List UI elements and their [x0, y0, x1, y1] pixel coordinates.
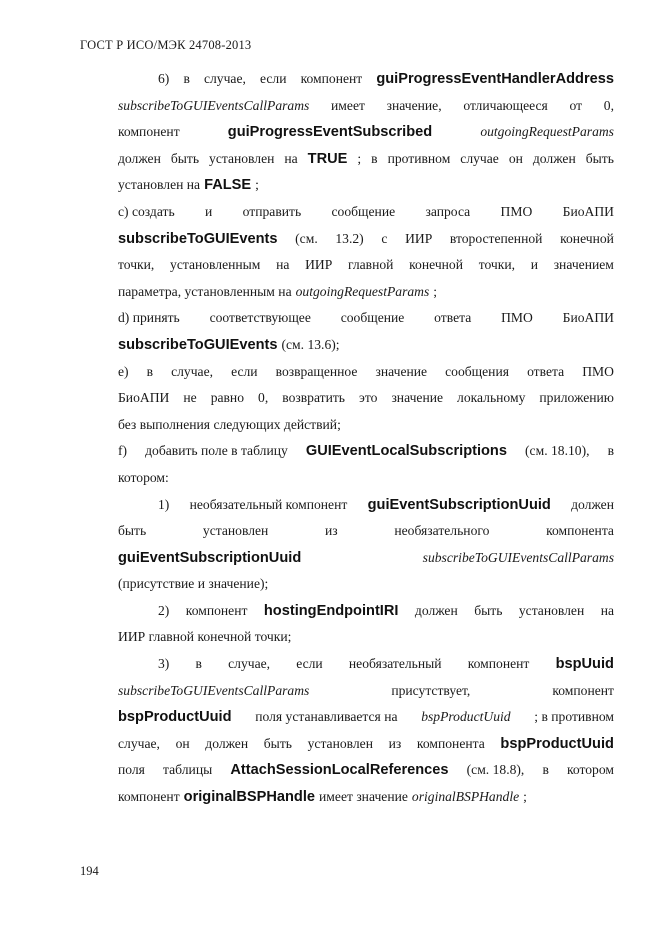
text-segment: на [284, 150, 298, 166]
code-identifier: subscribeToGUIEvents [118, 336, 278, 353]
text-segment: имеет значение [319, 789, 408, 805]
text-segment: значение, [386, 97, 442, 113]
text-segment: должен [414, 602, 458, 618]
text-segment: из [388, 735, 402, 751]
text-segment: (см. 18.8), [466, 762, 525, 778]
text-segment: второстепенной [449, 230, 543, 246]
text-line [118, 784, 614, 811]
text-segment: установлен [518, 602, 585, 618]
page-number: 194 [80, 864, 99, 878]
text-line [118, 385, 614, 412]
text-segment: отличающееся [463, 97, 548, 113]
text-line [118, 571, 614, 598]
text-line [118, 704, 614, 731]
text-segment: установлен [307, 735, 373, 751]
text-segment: значение [375, 363, 428, 379]
text-segment: БиоАПИ [118, 390, 170, 406]
text-line [118, 226, 614, 253]
text-segment: приложению [539, 390, 614, 406]
text-segment: ПМО [500, 203, 533, 219]
text-segment: 6) [158, 71, 170, 86]
text-segment: конечной [560, 230, 614, 246]
text-segment: быть [263, 735, 292, 751]
text-segment: из [324, 523, 338, 539]
text-segment: он [175, 735, 190, 751]
text-line [118, 731, 614, 758]
text-line [118, 757, 614, 784]
code-identifier: hostingEndpointIRI [263, 602, 399, 619]
text-segment: быть [585, 150, 614, 166]
text-line [118, 545, 614, 572]
text-segment: f) [118, 443, 128, 459]
text-segment: компонент [118, 789, 180, 805]
document-header: ГОСТ Р ИСО/МЭК 24708-2013 [80, 38, 252, 52]
text-segment: ; [433, 283, 438, 299]
text-segment: отправить [242, 203, 302, 219]
text-segment: и [205, 203, 213, 219]
text-segment: ; [357, 150, 362, 166]
text-segment: не [183, 390, 197, 406]
text-line [118, 651, 614, 678]
text-line [118, 305, 614, 332]
text-line [118, 492, 614, 519]
text-segment: необязательный [348, 656, 442, 672]
italic-parameter: subscribeToGUIEventsCallParams [118, 97, 310, 113]
code-identifier: subscribeToGUIEvents [118, 230, 278, 247]
text-segment: должен [571, 496, 614, 512]
code-identifier: FALSE [204, 177, 252, 194]
text-segment: случае [460, 150, 499, 166]
code-identifier: GUIEventLocalSubscriptions [305, 443, 507, 460]
code-identifier: AttachSessionLocalReferences [230, 762, 449, 779]
text-line [118, 66, 614, 93]
code-identifier: TRUE [307, 150, 348, 167]
text-line [118, 199, 614, 226]
text-segment: должен [205, 735, 249, 751]
text-segment: и [530, 257, 538, 273]
text-segment: значением [553, 257, 614, 273]
text-segment: добавить поле в таблицу [145, 443, 288, 459]
text-segment: он [508, 150, 523, 166]
text-line [118, 412, 614, 439]
code-identifier: bspProductUuid [500, 735, 614, 752]
text-line [118, 624, 614, 651]
text-segment: (см. 13.6); [281, 336, 340, 352]
text-segment: установлен [202, 523, 269, 539]
text-segment: компонента [416, 735, 485, 751]
text-segment: компонент [300, 71, 363, 86]
text-segment: d) принять [118, 310, 180, 326]
code-identifier: guiEventSubscriptionUuid [118, 549, 302, 566]
text-segment: компонент [118, 124, 180, 140]
text-segment: ИИР [305, 257, 333, 273]
text-segment: точки, [478, 257, 516, 273]
text-segment: противном [387, 150, 451, 166]
text-line [118, 465, 614, 492]
text-segment: в [607, 443, 614, 459]
text-segment: на [276, 257, 290, 273]
text-segment: конечной [409, 257, 464, 273]
text-segment: 13.2) [335, 230, 364, 246]
text-segment: ; в противном [534, 709, 614, 725]
text-segment: необязательного [394, 523, 490, 539]
italic-parameter: originalBSPHandle [411, 789, 520, 805]
italic-parameter: subscribeToGUIEventsCallParams [118, 682, 310, 698]
code-identifier: bspUuid [555, 656, 614, 673]
text-segment: компонент [552, 682, 614, 698]
text-segment: в [371, 150, 378, 166]
text-line [118, 678, 614, 705]
text-segment: если [231, 363, 258, 379]
text-segment: в [542, 762, 549, 778]
text-segment: 2) [158, 602, 170, 618]
text-segment: 0, [258, 390, 269, 406]
text-segment: таблицы [163, 762, 213, 778]
text-segment: (см. [295, 230, 318, 246]
text-segment: с) создать [118, 203, 175, 219]
text-segment: от [569, 97, 583, 113]
text-segment: (см. 18.10), [525, 443, 590, 459]
text-segment: котором: [118, 469, 169, 485]
text-segment: локальному [457, 390, 526, 406]
text-line [118, 172, 614, 199]
text-line [118, 93, 614, 120]
text-segment: без выполнения следующих действий; [118, 416, 341, 432]
text-segment: должен [118, 150, 161, 166]
text-segment: запроса [425, 203, 471, 219]
code-identifier: guiProgressEventSubscribed [227, 124, 433, 141]
text-segment: значение [391, 390, 444, 406]
text-segment: ПМО [582, 363, 614, 379]
text-segment: компонента [546, 523, 614, 539]
text-line [118, 438, 614, 465]
text-segment: ИИР [405, 230, 433, 246]
text-segment: поля устанавливается на [255, 709, 398, 725]
text-segment: равно [210, 390, 245, 406]
text-line [118, 598, 614, 625]
text-segment: случае, [118, 735, 160, 751]
text-segment: БиоАПИ [562, 203, 614, 219]
text-segment: установлен [209, 150, 275, 166]
text-segment: в [183, 71, 190, 86]
text-segment: котором [566, 762, 614, 778]
text-segment: имеет [331, 97, 365, 113]
text-segment: с [381, 230, 388, 246]
text-segment: ответа [527, 363, 565, 379]
code-identifier: originalBSPHandle [183, 789, 316, 806]
text-line [118, 119, 614, 146]
text-segment: точки, [118, 257, 155, 273]
text-segment: установлен на [118, 177, 201, 193]
text-segment: в [146, 363, 154, 379]
text-segment: компонент [467, 656, 530, 672]
text-line [118, 359, 614, 386]
italic-parameter: bspProductUuid [421, 709, 511, 725]
text-segment: необязательный компонент [189, 496, 348, 512]
text-segment: должен [532, 150, 576, 166]
text-segment: компонент [185, 602, 248, 618]
text-segment: 3) [158, 656, 170, 672]
text-segment: параметра, установленным на [118, 283, 292, 299]
text-segment: случае, [203, 71, 246, 86]
text-segment: ПМО [501, 310, 533, 326]
text-segment: 1) [158, 496, 170, 512]
code-identifier: guiEventSubscriptionUuid [367, 496, 551, 513]
text-segment: это [359, 390, 378, 406]
text-line [118, 279, 614, 306]
text-segment: присутствует, [391, 682, 471, 698]
text-segment: 0, [603, 97, 614, 113]
text-segment: быть [118, 523, 147, 539]
text-line [118, 332, 614, 359]
text-segment: быть [170, 150, 200, 166]
text-segment: БиоАПИ [562, 310, 614, 326]
text-segment: соответствующее [209, 310, 311, 326]
text-segment: ; [255, 177, 259, 193]
italic-parameter: subscribeToGUIEventsCallParams [422, 549, 614, 565]
document-body [118, 66, 614, 811]
text-segment: если [260, 71, 287, 86]
text-segment: возвратить [282, 390, 345, 406]
text-segment: сообщения [445, 363, 509, 379]
text-segment: сообщение [340, 310, 405, 326]
code-identifier: guiProgressEventHandlerAddress [376, 71, 614, 87]
text-segment: ; [523, 789, 527, 805]
text-segment: установленным [170, 257, 261, 273]
text-segment: быть [474, 602, 503, 618]
text-segment: сообщение [331, 203, 396, 219]
text-segment: е) [118, 363, 129, 379]
text-segment: в [195, 656, 202, 672]
text-line [118, 518, 614, 545]
text-line [118, 146, 614, 173]
text-segment: на [600, 602, 614, 618]
text-segment: поля [118, 762, 145, 778]
text-segment: возвращенное [275, 363, 358, 379]
code-identifier: bspProductUuid [118, 709, 232, 726]
text-segment: ИИР главной конечной точки; [118, 629, 292, 645]
italic-parameter: outgoingRequestParams [295, 283, 430, 299]
italic-parameter: outgoingRequestParams [480, 124, 614, 140]
text-segment: (присутствие и значение); [118, 576, 269, 592]
text-segment: случае, [171, 363, 214, 379]
text-line [118, 252, 614, 279]
text-segment: ответа [434, 310, 472, 326]
text-segment: случае, [228, 656, 271, 672]
text-segment: главной [347, 257, 394, 273]
text-segment: если [296, 656, 323, 672]
